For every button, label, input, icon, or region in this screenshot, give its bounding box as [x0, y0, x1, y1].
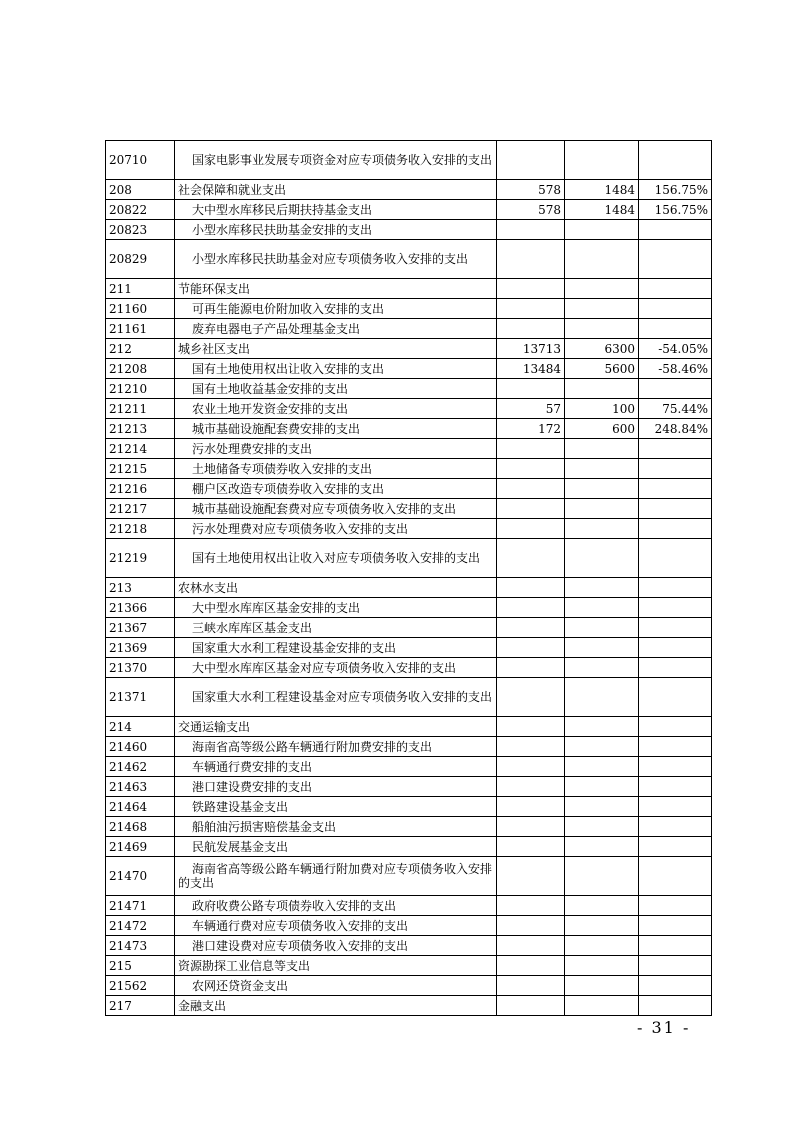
code-cell: 21216 [106, 479, 175, 499]
code-cell: 21208 [106, 359, 175, 379]
budget-table [105, 140, 712, 1016]
change-cell [639, 220, 712, 240]
change-cell [639, 817, 712, 837]
value-cell: 1484 [565, 180, 639, 200]
code-cell: 21473 [106, 936, 175, 956]
change-cell [639, 539, 712, 578]
code-cell: 21210 [106, 379, 175, 399]
name-cell: 废弃电器电子产品处理基金支出 [175, 319, 497, 339]
name-cell: 污水处理费对应专项债务收入安排的支出 [175, 519, 497, 539]
change-cell [639, 916, 712, 936]
value-cell [497, 916, 565, 936]
code-cell: 21464 [106, 797, 175, 817]
code-cell: 21211 [106, 399, 175, 419]
name-cell: 船舶油污损害赔偿基金支出 [175, 817, 497, 837]
table-row [106, 598, 712, 618]
code-cell: 211 [106, 279, 175, 299]
value-cell [497, 777, 565, 797]
change-cell [639, 737, 712, 757]
value-cell [497, 797, 565, 817]
name-cell: 港口建设费安排的支出 [175, 777, 497, 797]
value-cell [497, 737, 565, 757]
value-cell [565, 578, 639, 598]
code-cell: 21470 [106, 857, 175, 896]
value-cell [497, 519, 565, 539]
value-cell [497, 279, 565, 299]
value-cell [565, 319, 639, 339]
value-cell [497, 757, 565, 777]
name-cell: 节能环保支出 [175, 279, 497, 299]
change-cell [639, 936, 712, 956]
change-cell: -54.05% [639, 339, 712, 359]
name-cell: 金融支出 [175, 996, 497, 1016]
code-cell: 21469 [106, 837, 175, 857]
name-cell: 铁路建设基金支出 [175, 797, 497, 817]
change-cell [639, 658, 712, 678]
value-cell [497, 578, 565, 598]
value-cell [565, 797, 639, 817]
change-cell [639, 857, 712, 896]
code-cell: 20823 [106, 220, 175, 240]
value-cell [497, 857, 565, 896]
value-cell [497, 976, 565, 996]
change-cell: 75.44% [639, 399, 712, 419]
value-cell [497, 459, 565, 479]
change-cell [639, 519, 712, 539]
name-cell: 车辆通行费对应专项债务收入安排的支出 [175, 916, 497, 936]
value-cell [497, 379, 565, 399]
table-row [106, 539, 712, 578]
name-cell: 国家重大水利工程建设基金安排的支出 [175, 638, 497, 658]
change-cell [639, 598, 712, 618]
value-cell [565, 976, 639, 996]
code-cell: 21217 [106, 499, 175, 519]
change-cell [639, 459, 712, 479]
table-row [106, 777, 712, 797]
table-row [106, 519, 712, 539]
value-cell [565, 459, 639, 479]
change-cell [639, 499, 712, 519]
change-cell [639, 797, 712, 817]
name-cell: 交通运输支出 [175, 717, 497, 737]
value-cell [565, 717, 639, 737]
value-cell [565, 956, 639, 976]
name-cell: 车辆通行费安排的支出 [175, 757, 497, 777]
code-cell: 21366 [106, 598, 175, 618]
name-cell: 海南省高等级公路车辆通行附加费安排的支出 [175, 737, 497, 757]
change-cell [639, 240, 712, 279]
value-cell [565, 220, 639, 240]
code-cell: 21468 [106, 817, 175, 837]
table-row [106, 956, 712, 976]
value-cell [565, 379, 639, 399]
change-cell [639, 379, 712, 399]
value-cell [565, 479, 639, 499]
value-cell [497, 240, 565, 279]
name-cell: 小型水库移民扶助基金对应专项债务收入安排的支出 [175, 240, 497, 279]
value-cell: 13713 [497, 339, 565, 359]
table-row [106, 479, 712, 499]
value-cell [497, 299, 565, 319]
code-cell: 208 [106, 180, 175, 200]
code-cell: 21214 [106, 439, 175, 459]
budget-table-body [106, 141, 712, 1016]
value-cell [497, 817, 565, 837]
code-cell: 20829 [106, 240, 175, 279]
table-row [106, 200, 712, 220]
table-row [106, 419, 712, 439]
value-cell [565, 240, 639, 279]
table-row [106, 896, 712, 916]
name-cell: 国有土地使用权出让收入对应专项债务收入安排的支出 [175, 539, 497, 578]
value-cell [565, 916, 639, 936]
table-row [106, 976, 712, 996]
page-number: - 31 - [637, 1018, 691, 1037]
change-cell [639, 141, 712, 180]
table-row [106, 717, 712, 737]
table-row [106, 141, 712, 180]
value-cell: 57 [497, 399, 565, 419]
value-cell [565, 996, 639, 1016]
value-cell: 578 [497, 180, 565, 200]
name-cell: 港口建设费对应专项债务收入安排的支出 [175, 936, 497, 956]
table-row [106, 618, 712, 638]
value-cell [497, 638, 565, 658]
name-cell: 大中型水库库区基金对应专项债务收入安排的支出 [175, 658, 497, 678]
code-cell: 21218 [106, 519, 175, 539]
name-cell: 土地储备专项债券收入安排的支出 [175, 459, 497, 479]
name-cell: 社会保障和就业支出 [175, 180, 497, 200]
value-cell [565, 658, 639, 678]
table-row [106, 658, 712, 678]
change-cell [639, 678, 712, 717]
table-row [106, 678, 712, 717]
change-cell [639, 578, 712, 598]
table-row [106, 220, 712, 240]
table-row [106, 578, 712, 598]
change-cell [639, 439, 712, 459]
code-cell: 21161 [106, 319, 175, 339]
value-cell: 172 [497, 419, 565, 439]
code-cell: 21160 [106, 299, 175, 319]
value-cell [497, 479, 565, 499]
change-cell: 248.84% [639, 419, 712, 439]
value-cell [565, 519, 639, 539]
value-cell [565, 817, 639, 837]
code-cell: 21463 [106, 777, 175, 797]
change-cell [639, 319, 712, 339]
name-cell: 农业土地开发资金安排的支出 [175, 399, 497, 419]
name-cell: 资源勘探工业信息等支出 [175, 956, 497, 976]
code-cell: 212 [106, 339, 175, 359]
value-cell: 578 [497, 200, 565, 220]
value-cell [565, 499, 639, 519]
table-row [106, 996, 712, 1016]
change-cell [639, 717, 712, 737]
name-cell: 污水处理费安排的支出 [175, 439, 497, 459]
change-cell [639, 299, 712, 319]
code-cell: 21472 [106, 916, 175, 936]
code-cell: 21460 [106, 737, 175, 757]
table-row [106, 379, 712, 399]
code-cell: 20710 [106, 141, 175, 180]
value-cell: 5600 [565, 359, 639, 379]
name-cell: 三峡水库库区基金支出 [175, 618, 497, 638]
table-row [106, 837, 712, 857]
table-row [106, 359, 712, 379]
code-cell: 21213 [106, 419, 175, 439]
name-cell: 国有土地使用权出让收入安排的支出 [175, 359, 497, 379]
value-cell [565, 737, 639, 757]
value-cell: 600 [565, 419, 639, 439]
value-cell [565, 299, 639, 319]
code-cell: 20822 [106, 200, 175, 220]
table-row [106, 817, 712, 837]
table-row [106, 916, 712, 936]
name-cell: 城市基础设施配套费对应专项债务收入安排的支出 [175, 499, 497, 519]
value-cell [497, 936, 565, 956]
value-cell [497, 658, 565, 678]
value-cell [565, 638, 639, 658]
change-cell [639, 896, 712, 916]
value-cell: 100 [565, 399, 639, 419]
change-cell [639, 279, 712, 299]
change-cell: -58.46% [639, 359, 712, 379]
table-row [106, 439, 712, 459]
value-cell [497, 837, 565, 857]
name-cell: 城市基础设施配套费安排的支出 [175, 419, 497, 439]
table-row [106, 737, 712, 757]
code-cell: 21367 [106, 618, 175, 638]
change-cell [639, 618, 712, 638]
value-cell [565, 757, 639, 777]
code-cell: 21471 [106, 896, 175, 916]
change-cell [639, 996, 712, 1016]
change-cell: 156.75% [639, 180, 712, 200]
value-cell [497, 499, 565, 519]
value-cell [497, 956, 565, 976]
code-cell: 21215 [106, 459, 175, 479]
value-cell: 13484 [497, 359, 565, 379]
name-cell: 小型水库移民扶助基金安排的支出 [175, 220, 497, 240]
name-cell: 农林水支出 [175, 578, 497, 598]
table-row [106, 279, 712, 299]
name-cell: 海南省高等级公路车辆通行附加费对应专项债务收入安排的支出 [175, 857, 497, 896]
name-cell: 大中型水库移民后期扶持基金支出 [175, 200, 497, 220]
change-cell [639, 976, 712, 996]
value-cell [497, 598, 565, 618]
value-cell [565, 279, 639, 299]
table-row [106, 857, 712, 896]
value-cell [565, 837, 639, 857]
code-cell: 21219 [106, 539, 175, 578]
table-row [106, 399, 712, 419]
table-row [106, 319, 712, 339]
code-cell: 21562 [106, 976, 175, 996]
value-cell [565, 439, 639, 459]
value-cell [497, 678, 565, 717]
name-cell: 政府收费公路专项债券收入安排的支出 [175, 896, 497, 916]
value-cell [497, 220, 565, 240]
table-row [106, 180, 712, 200]
name-cell: 民航发展基金支出 [175, 837, 497, 857]
value-cell [565, 936, 639, 956]
table-row [106, 459, 712, 479]
change-cell [639, 757, 712, 777]
code-cell: 21369 [106, 638, 175, 658]
name-cell: 城乡社区支出 [175, 339, 497, 359]
value-cell [565, 141, 639, 180]
value-cell [565, 857, 639, 896]
table-row [106, 299, 712, 319]
name-cell: 大中型水库库区基金安排的支出 [175, 598, 497, 618]
table-row [106, 936, 712, 956]
table-row [106, 499, 712, 519]
name-cell: 国家重大水利工程建设基金对应专项债务收入安排的支出 [175, 678, 497, 717]
value-cell: 6300 [565, 339, 639, 359]
name-cell: 农网还贷资金支出 [175, 976, 497, 996]
code-cell: 214 [106, 717, 175, 737]
code-cell: 21370 [106, 658, 175, 678]
value-cell [497, 319, 565, 339]
value-cell [497, 717, 565, 737]
table-row [106, 339, 712, 359]
change-cell [639, 777, 712, 797]
value-cell [565, 618, 639, 638]
change-cell [639, 956, 712, 976]
table-row [106, 638, 712, 658]
value-cell [565, 896, 639, 916]
change-cell [639, 479, 712, 499]
change-cell [639, 837, 712, 857]
value-cell: 1484 [565, 200, 639, 220]
value-cell [497, 996, 565, 1016]
code-cell: 213 [106, 578, 175, 598]
change-cell [639, 638, 712, 658]
value-cell [497, 896, 565, 916]
name-cell: 国家电影事业发展专项资金对应专项债务收入安排的支出 [175, 141, 497, 180]
value-cell [565, 539, 639, 578]
table-row [106, 757, 712, 777]
table-row [106, 240, 712, 279]
name-cell: 可再生能源电价附加收入安排的支出 [175, 299, 497, 319]
code-cell: 217 [106, 996, 175, 1016]
value-cell [497, 539, 565, 578]
code-cell: 215 [106, 956, 175, 976]
value-cell [497, 439, 565, 459]
value-cell [497, 141, 565, 180]
code-cell: 21371 [106, 678, 175, 717]
value-cell [565, 598, 639, 618]
value-cell [497, 618, 565, 638]
table-row [106, 797, 712, 817]
name-cell: 国有土地收益基金安排的支出 [175, 379, 497, 399]
value-cell [565, 678, 639, 717]
name-cell: 棚户区改造专项债券收入安排的支出 [175, 479, 497, 499]
change-cell: 156.75% [639, 200, 712, 220]
value-cell [565, 777, 639, 797]
code-cell: 21462 [106, 757, 175, 777]
